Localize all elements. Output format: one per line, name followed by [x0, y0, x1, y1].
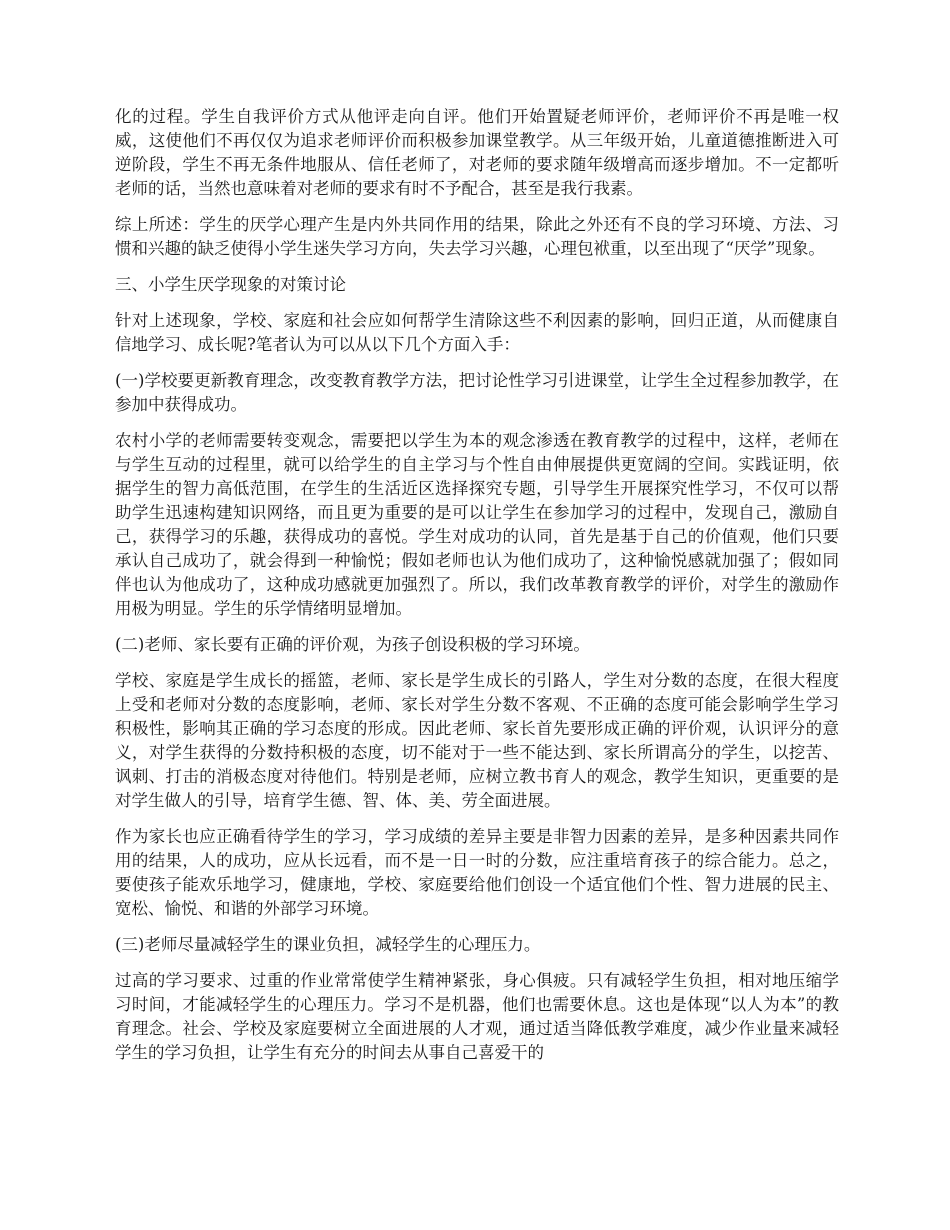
subheading-3: (三)老师尽量减轻学生的课业负担，减轻学生的心理压力。	[115, 935, 541, 954]
section-heading-3: 三、小学生厌学现象的对策讨论	[115, 275, 346, 294]
subheading-2: (二)老师、家长要有正确的评价观，为孩子创设积极的学习环境。	[115, 635, 590, 654]
paragraph-8: 学校、家庭是学生成长的摇篮，老师、家长是学生成长的引路人，学生对分数的态度，在很大程度上受和老师对分数的态度影响，老师、家长对学生分数不客观、不正确的态度可能会影响学生学习积极性，影响其正确的学习态度的形成。因此老师、家长首先要形成正确的评价观，认识评分的意义，对学生获得的分数持积极的态度，切不能对于一些不能达到、家长所谓高分的学生，以挖苦、讽刺、打击的消极态度对待他们。特别是老师，应树立教书育人的观念，教学生知识，更重要的是对学生做人的引导，培育学生德、智、体、美、劳全面进展。	[115, 671, 839, 810]
paragraph-1: 化的过程。学生自我评价方式从他评走向自评。他们开始置疑老师评价，老师评价不再是唯一权威，这使他们不再仅仅为追求老师评价而积极参加课堂教学。从三年级开始，儿童道德推断进入可逆阶段，学生不再无条件地服从、信任老师了，对老师的要求随年级增高而逐步增加。不一定都听老师的话，当然也意味着对老师的要求有时不予配合，甚至是我行我素。	[115, 107, 839, 198]
paragraph-9: 作为家长也应正确看待学生的学习，学习成绩的差异主要是非智力因素的差异，是多种因素共同作用的结果，人的成功，应从长远看，而不是一日一时的分数，应注重培育孩子的综合能力。总之，要使孩子能欢乐地学习，健康地，学校、家庭要给他们创设一个适宜他们个性、智力进展的民主、宽松、愉悦、和谐的外部学习环境。	[115, 827, 839, 918]
paragraph-11: 过高的学习要求、过重的作业常常使学生精神紧张，身心俱疲。只有减轻学生负担，相对地压缩学习时间，才能减轻学生的心理压力。学习不是机器，他们也需要休息。这也是体现“以人为本”的教育理念。社会、学校及家庭要树立全面进展的人才观，通过适当降低教学难度，减少作业量来减轻学生的学习负担，让学生有充分的时间去从事自己喜爱干的	[115, 971, 839, 1062]
document-body	[115, 105, 839, 1077]
paragraph-4: 针对上述现象，学校、家庭和社会应如何帮学生清除这些不利因素的影响，回归正道，从而健康自信地学习、成长呢?笔者认为可以从以下几个方面入手：	[115, 311, 839, 354]
paragraph-6: 农村小学的老师需要转变观念，需要把以学生为本的观念渗透在教育教学的过程中，这样，老师在与学生互动的过程里，就可以给学生的自主学习与个性自由伸展提供更宽阔的空间。实践证明，依据学生的智力高低范围，在学生的生活近区选择探究专题，引导学生开展探究性学习，不仅可以帮助学生迅速构建知识网络，而且更为重要的是可以让学生在参加学习的过程中，发现自己，激励自己，获得学习的乐趣，获得成功的喜悦。学生对成功的认同，首先是基于自己的价值观，他们只要承认自己成功了，就会得到一种愉悦；假如老师也认为他们成功了，这种愉悦感就加强了；假如同伴也认为他成功了，这种成功感就更加强烈了。所以，我们改革教育教学的评价，对学生的激励作用极为明显。学生的乐学情绪明显增加。	[115, 431, 839, 618]
paragraph-2: 综上所述：学生的厌学心理产生是内外共同作用的结果，除此之外还有不良的学习环境、方法、习惯和兴趣的缺乏使得小学生迷失学习方向，失去学习兴趣，心理包袱重，以至出现了“厌学”现象。	[115, 215, 839, 258]
subheading-1: (一)学校要更新教育理念，改变教育教学方法，把讨论性学习引进课堂，让学生全过程参加教学，在参加中获得成功。	[115, 371, 839, 414]
